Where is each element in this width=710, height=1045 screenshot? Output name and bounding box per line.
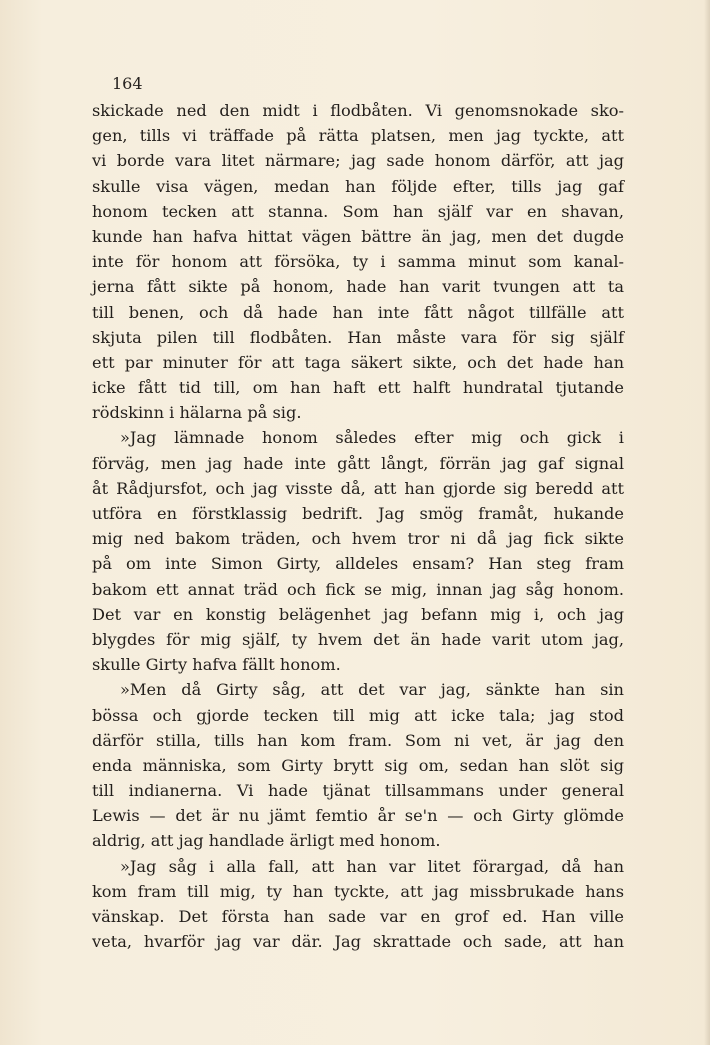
- paragraph-start-line: »Jag såg i alla fall, att han var litet förargad, då han: [120, 856, 624, 876]
- text-line: aldrig, att jag handlade ärligt med honom.: [92, 831, 441, 851]
- text-line: till benen, och då hade han inte fått något tillfälle att: [92, 302, 624, 322]
- text-line: därför stilla, tills han kom fram. Som ni vet, är jag den: [92, 730, 624, 750]
- text-line: veta, hvarför jag var där. Jag skrattade och sade, att han: [92, 932, 624, 952]
- text-line: Det var en konstig belägenhet jag befann mig i, och jag: [92, 604, 624, 624]
- text-line: åt Rådjursfot, och jag visste då, att han gjorde sig beredd att: [92, 478, 624, 498]
- text-line: kunde han hafva hittat vägen bättre än jag, men det dugde: [92, 226, 624, 246]
- text-line: enda människa, som Girty brytt sig om, sedan han slöt sig: [92, 755, 624, 775]
- page-number: 164: [112, 74, 143, 93]
- paragraph-start-line: »Men då Girty såg, att det var jag, sänkte han sin: [120, 680, 624, 700]
- text-line: på om inte Simon Girty, alldeles ensam? Han steg fram: [92, 554, 624, 574]
- text-line: bössa och gjorde tecken till mig att icke tala; jag stod: [92, 705, 624, 725]
- text-line: gen, tills vi träffade på rätta platsen, men jag tyckte, att: [92, 126, 624, 146]
- text-line: vi borde vara litet närmare; jag sade honom därför, att jag: [92, 151, 624, 171]
- text-line: jerna fått sikte på honom, hade han varit tvungen att ta: [92, 277, 624, 297]
- text-line: vänskap. Det första han sade var en grof ed. Han ville: [92, 907, 624, 926]
- text-line: icke fått tid till, om han haft ett halft hundratal tjutande: [92, 378, 624, 398]
- text-line: mig ned bakom träden, och hvem tror ni då jag fick sikte: [92, 529, 624, 549]
- text-line: kom fram till mig, ty han tyckte, att jag missbrukade hans: [92, 881, 624, 901]
- text-line: inte för honom att försöka, ty i samma minut som kanal-: [92, 252, 624, 272]
- text-line: skjuta pilen till flodbåten. Han måste vara för sig själf: [92, 327, 624, 347]
- paragraph-start-line: »Jag lämnade honom således efter mig och gick i: [120, 428, 624, 448]
- text-line: honom tecken att stanna. Som han själf var en shavan,: [92, 201, 624, 221]
- text-line: till indianerna. Vi hade tjänat tillsammans under general: [92, 781, 624, 801]
- text-line: skickade ned den midt i flodbåten. Vi genomsnokade sko-: [92, 101, 624, 120]
- text-line: blygdes för mig själf, ty hvem det än hade varit utom jag,: [92, 629, 624, 649]
- text-line: rödskinn i hälarna på sig.: [92, 403, 302, 423]
- text-line: bakom ett annat träd och fick se mig, innan jag såg honom.: [92, 579, 624, 599]
- text-line: Lewis — det är nu jämt femtio år se'n — och Girty glömde: [92, 806, 624, 826]
- text-line: skulle visa vägen, medan han följde efter, tills jag gaf: [92, 176, 624, 196]
- text-line: förväg, men jag hade inte gått långt, förrän jag gaf signal: [92, 453, 624, 473]
- text-line: skulle Girty hafva fällt honom.: [92, 655, 341, 675]
- body-text: [92, 98, 624, 954]
- text-line: ett par minuter för att taga säkert sikte, och det hade han: [92, 352, 624, 372]
- text-line: utföra en förstklassig bedrift. Jag smög framåt, hukande: [92, 504, 624, 523]
- page-edge-shadow: [704, 0, 710, 1045]
